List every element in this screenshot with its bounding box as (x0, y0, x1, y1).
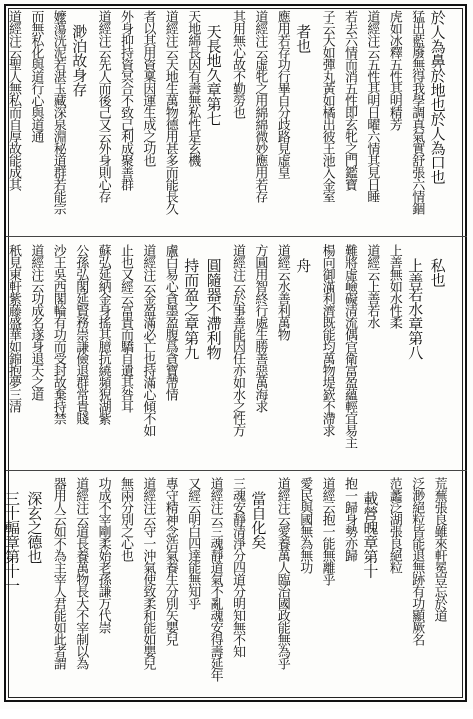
register-top (0, 10, 473, 240)
text-column: 猛出藍廢無得我學調真氣實舒張六情錮 (409, 10, 425, 214)
text-column: 無兩分別之心也 (118, 477, 133, 561)
text-column: 道經云水善利萬物 (274, 244, 290, 340)
text-column: 楊向御滿利濟既能均萬物堤嶔不滯求 (319, 244, 335, 436)
text-column: 范蠡泛湖張良絕粒 (386, 477, 402, 573)
text-column: 秖見東軒紫藤盛華如錦抱夢三清 (6, 244, 21, 412)
text-column: 蘇弘延納金身搖其臆抗繞頻猊湖紫 (95, 244, 111, 424)
text-column: 愛民與國無為無功 (297, 477, 313, 573)
text-column: 止也又經云富貴而驕自遺其咎耳 (118, 244, 133, 412)
text-column: 道經注云天地生萬物德用甚多而能長久 (162, 10, 178, 214)
register-bottom (0, 477, 473, 707)
text-column: 道經注云愛養萬人臨治國政能無為乎 (274, 477, 290, 669)
text-column: 外身抑持資冥合不致己利成聚善群 (118, 10, 133, 190)
text-column: 公孫弘閣延賢務崇謙儉退群常貴賤 (73, 244, 89, 424)
text-column: 道經注云虛牝之用綿綿微妙應用若存 (252, 10, 268, 202)
text-column: 方圓用智終行處生勝善惡萬海求 (252, 244, 268, 412)
text-column: 者以其用資稟因運生成之功也 (140, 10, 156, 166)
text-column: 天地綿長因有壽無私性是玄機 (185, 10, 201, 166)
text-column: 泛渺絕粒皆能退無跡有功顯厥名 (409, 477, 425, 645)
text-column: 深玄之德也 (25, 491, 44, 564)
text-column: 三十輻章第十一 (3, 491, 21, 593)
text-column: 道經注云功成名遂身退天之道 (28, 244, 44, 400)
text-column: 道經云抱一能無離乎 (319, 477, 335, 585)
text-column: 上善無如水性柔 (386, 244, 402, 328)
text-column: 又經云明白四達能無知乎 (185, 477, 201, 609)
text-column: 嬤蕩洸泥若湛玉藏深泉淵秘道群若能宗 (50, 10, 66, 214)
text-column: 若去六情而消五性即玄牝之門鑑寶 (342, 10, 357, 190)
text-column: 其用無心故不勤勞也 (230, 10, 245, 118)
text-column: 道經注云五性其明日曜六情其見日睡 (364, 10, 380, 202)
text-column: 道經注云三魂靜道氣不亂魂安得壽延年 (207, 477, 223, 681)
text-column: 道經注云先人而後己又云外身則心存 (95, 10, 111, 202)
text-column: 難將虛嶮礙清流偶官衛富盈蘊輕宜易主 (342, 244, 357, 448)
text-column: 道經云上善若水 (364, 244, 380, 328)
text-column: 器用人云如不為主宰人君能如此者謂 (50, 477, 66, 669)
text-column: 虎如冰釋五性其明精芳 (386, 10, 402, 130)
text-column: 道經注云金盈滿必亡也持滿心傾不如 (140, 244, 156, 436)
text-column: 功成不宰剛柔始老孫謙万代崇 (95, 477, 111, 633)
text-column: 抱一歸身勢亦歸 (342, 477, 357, 561)
text-column: 道經注云聖人無私而自厚故能成其 (6, 10, 21, 190)
text-column: 盧白易心貪墨盈腹爲貪寶帶情 (162, 244, 178, 400)
text-column: 當自化矣 (249, 491, 268, 549)
text-column: 者也 (294, 24, 313, 53)
register-middle (0, 244, 473, 474)
text-column: 三魂安靜清淨分四道分明知無不知 (230, 477, 245, 657)
text-column: 專守精神念浩氣養生分別矢嬰兒 (162, 477, 178, 645)
text-column: 沙王吳西閣輪有功而受封故棄持禁 (50, 244, 66, 424)
text-column: 而無私化與道行心與道通 (28, 10, 44, 142)
text-column: 舟 (294, 258, 313, 273)
text-column: 道經注云於事善能因任亦如水之性方 (230, 244, 245, 436)
text-column: 持而盈之章第九 (182, 258, 201, 360)
text-column: 天長地久章第七 (204, 24, 223, 126)
text-column: 子云大如彈丸黃如橘出彼王池入金室 (319, 10, 335, 202)
text-column: 於人為鼻於地也於人為口也 (428, 10, 447, 184)
text-column: 應用若存功行畢自分歧路見虛皇 (274, 10, 290, 178)
text-column: 上善若水章第八 (406, 258, 425, 360)
text-column: 道經注云守一沖氣使致柔和能如嬰兒 (140, 477, 156, 669)
text-column: 荒蕪張良雖來軒冕豈忘於道 (431, 477, 447, 621)
text-column: 道經注云道長養萬物長大不宰制以為 (73, 477, 89, 669)
text-column: 渺泊故身存 (70, 24, 89, 97)
text-column: 載營魄章第十 (361, 491, 380, 578)
text-column: 圓隨器不滯利物 (204, 258, 223, 360)
text-column: 私也 (428, 258, 447, 287)
